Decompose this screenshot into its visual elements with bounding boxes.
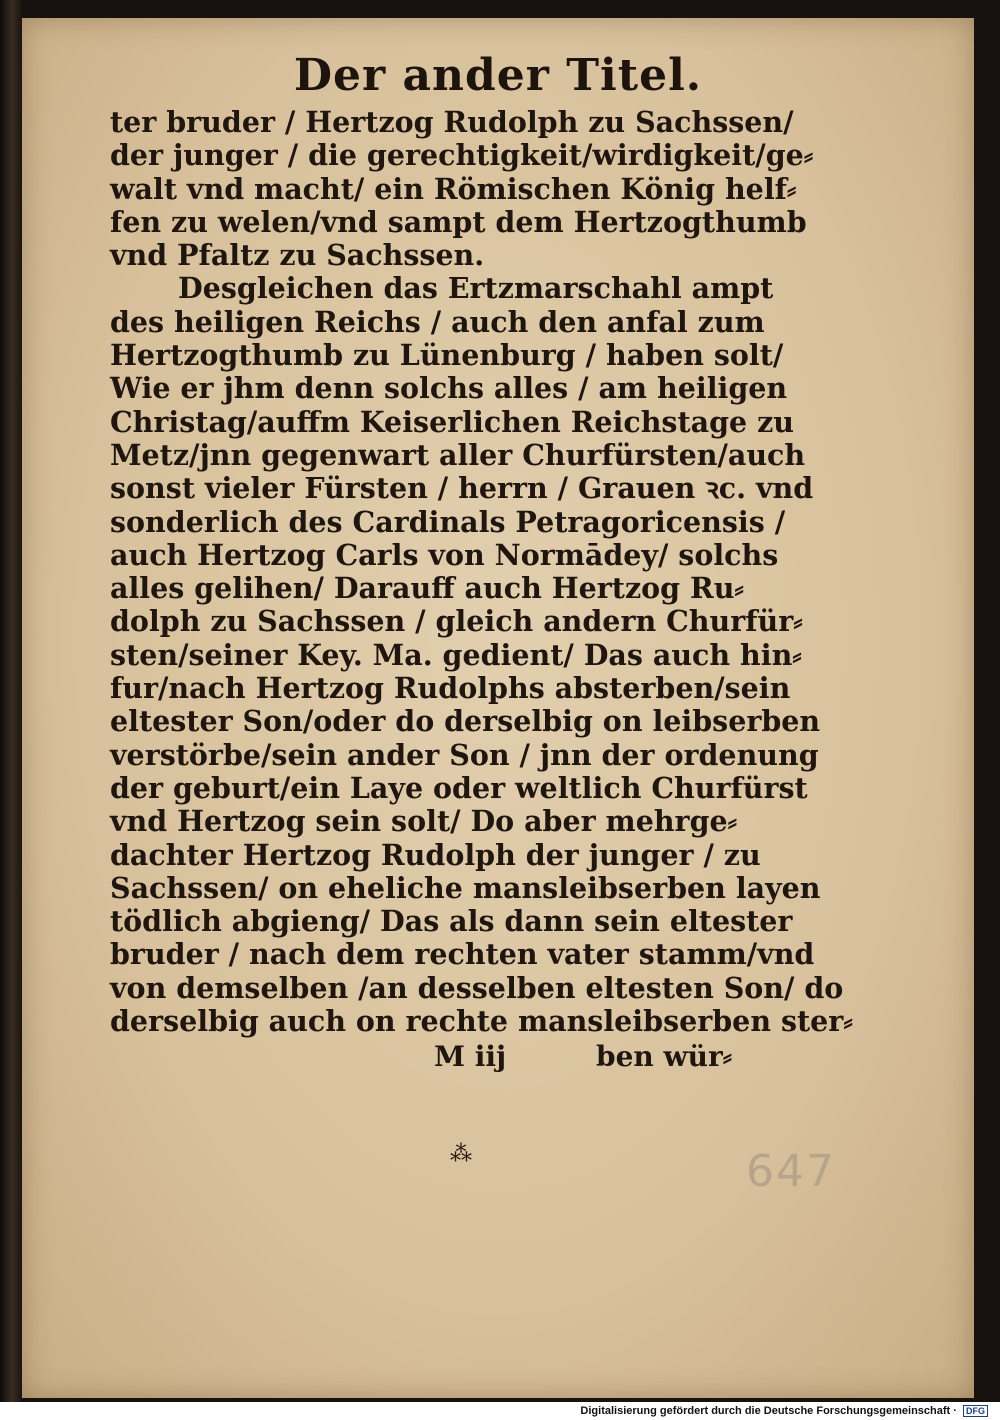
text-line: alles gelihen/ Darauff auch Hertzog Ru⸗ [110, 571, 744, 606]
text-line: sten/seiner Key. Ma. gedient/ Das auch hin⸗ [110, 637, 802, 672]
text-line: der geburt/ein Laye oder weltlich Churfürst [110, 770, 808, 805]
catchword: ben wür⸗ [596, 1040, 733, 1073]
text-line: Christag/auffm Keiserlichen Reichstage zu [110, 404, 794, 439]
text-line: tödlich abgieng/ Das als dann sein eltester [110, 904, 793, 939]
text-line: Wie er jhm denn solchs alles / am heiligen [110, 371, 788, 406]
ornament-icon: ⁂ [450, 1142, 472, 1167]
text-line: von demselben /an desselben eltesten Son/ do [110, 970, 844, 1005]
text-line: Desgleichen das Ertzmarschahl ampt [178, 271, 774, 306]
text-line: eltester Son/oder do derselbig on leibserben [110, 704, 821, 739]
text-line: vnd Pfaltz zu Sachssen. [110, 238, 485, 273]
body-text [110, 105, 853, 1039]
text-line: fen zu welen/vnd sampt dem Hertzogthumb [110, 204, 807, 239]
text-line: auch Hertzog Carls von Normādey/ solchs [110, 537, 779, 572]
text-line: dolph zu Sachssen / gleich andern Churfür⸗ [110, 604, 803, 639]
dfg-logo-icon: DFG [963, 1405, 988, 1417]
text-line: walt vnd macht/ ein Römischen König helf⸗ [110, 171, 797, 206]
book-spine [0, 0, 22, 1402]
text-line: verstörbe/sein ander Son / jnn der ordenung [110, 737, 819, 772]
text-line: der junger / die gerechtigkeit/wirdigkeit/ge⸗ [110, 138, 814, 173]
text-line: bruder / nach dem rechten vater stamm/vnd [110, 937, 815, 972]
text-line: Sachssen/ on eheliche mansleibserben layen [110, 870, 821, 905]
text-line: Metz/jnn gegenwart aller Churfürsten/auch [110, 437, 806, 472]
digitization-footer: Digitalisierung gefördert durch die Deutsche Forschungsgemeinschaft · DFG [580, 1405, 988, 1417]
text-line: Hertzogthumb zu Lünenburg / haben solt/ [110, 338, 784, 373]
text-line: derselbig auch on rechte mansleibserben ster⸗ [110, 1004, 853, 1039]
running-title: Der ander Titel. [293, 50, 703, 101]
text-line: sonderlich des Cardinals Petragoricensis / [110, 504, 786, 539]
text-line: dachter Hertzog Rudolph der junger / zu [110, 837, 761, 872]
handwritten-page-number: 647 [746, 1146, 836, 1197]
text-line: vnd Hertzog sein solt/ Do aber mehrge⸗ [110, 804, 738, 839]
signature-mark: M iij [434, 1040, 507, 1073]
text-line: fur/nach Hertzog Rudolphs absterben/sein [110, 671, 791, 706]
footer-credit: Digitalisierung gefördert durch die Deutsche Forschungsgemeinschaft [580, 1405, 951, 1417]
book-page [22, 18, 974, 1398]
text-line: ter bruder / Hertzog Rudolph zu Sachssen/ [110, 105, 794, 139]
text-line: des heiligen Reichs / auch den anfal zum [110, 304, 765, 339]
text-line: sonst vieler Fürsten / herrn / Grauen ꝛc. vnd [110, 471, 814, 506]
